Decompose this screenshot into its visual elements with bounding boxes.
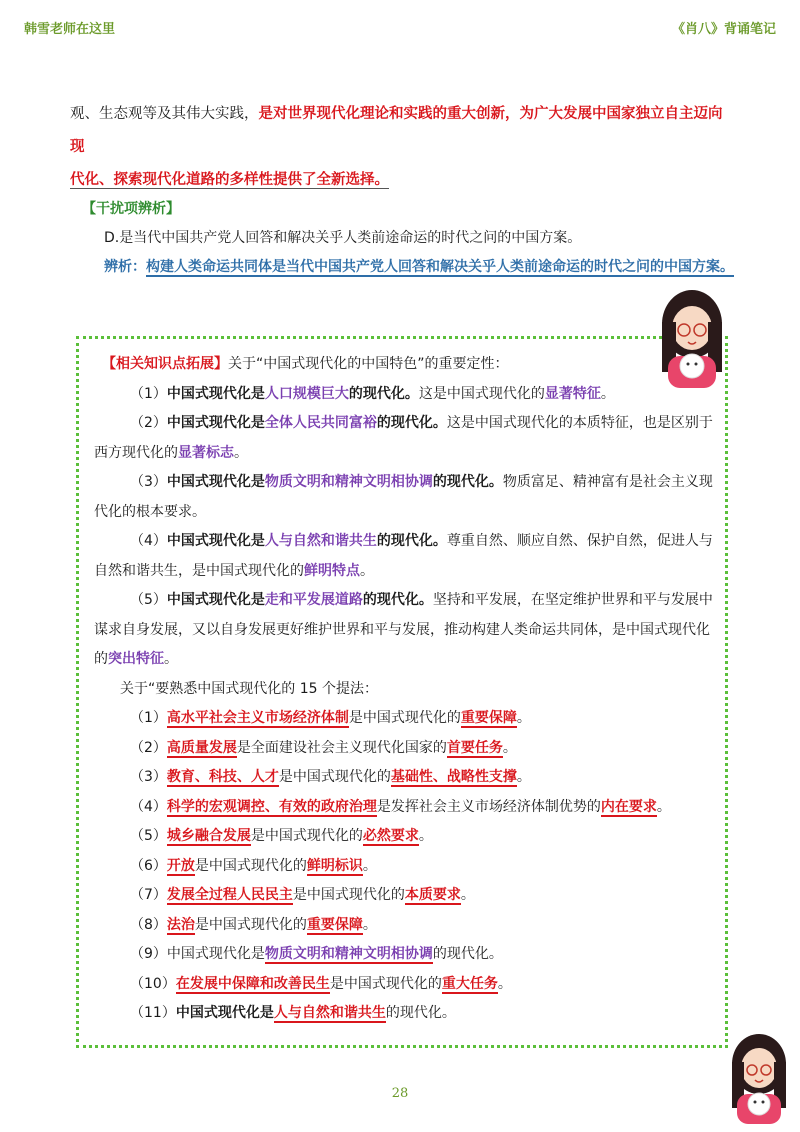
list-key2: 本质要求 (404, 887, 461, 903)
page-header (24, 18, 776, 40)
list-key2: 物质文明和精神文明相协调 (264, 946, 433, 962)
list-number: （3） (130, 769, 167, 785)
item-key2: 突出特征 (108, 651, 164, 667)
list-mid: 是中国式现代化的 (278, 769, 391, 785)
feature-item (94, 380, 714, 410)
intro-highlight-1: 是对世界现代化理论和实践的重大创新，为广大发展中国家独立自主迈向现 (70, 106, 723, 155)
item-key: 走和平发展道路 (264, 592, 363, 608)
item-number: （3） (130, 474, 167, 490)
item-mid: 的现代化。 (432, 474, 503, 490)
item-rest: 尊重自然、顺应自然、保护自然，促进人与自然和谐共生，是中国式现代化的 (94, 533, 713, 579)
item-lead: 中国式现代化是 (166, 533, 265, 549)
item-key2: 显著特征 (544, 385, 601, 402)
distractor-tag: 【干扰项辨析】 (82, 201, 180, 217)
list-number: （6） (130, 857, 167, 874)
list-mid: 是中国式现代化的 (292, 887, 405, 903)
list-item (94, 940, 714, 970)
list-end: 。 (502, 739, 517, 756)
item-number: （1） (130, 385, 167, 402)
list-key2: 内在要求 (600, 798, 657, 815)
item-number: （4） (130, 533, 167, 549)
list-key2: 重要保障 (460, 710, 517, 726)
item-lead: 中国式现代化是 (166, 592, 265, 608)
analysis-label: 辨析： (104, 259, 146, 275)
list-number: （4） (130, 798, 167, 815)
list-key: 城乡融合发展 (166, 828, 251, 844)
list-end: 。 (418, 828, 433, 844)
expansion-tag: 【相关知识点拓展】 (102, 356, 228, 372)
option-d-text: D.是当代中国共产党人回答和解决关乎人类前途命运的时代之问的中国方案。 (104, 230, 582, 246)
item-end: 。 (164, 651, 178, 667)
analysis-text: 构建人类命运共同体是当代中国共产党人回答和解决关乎人类前途命运的时代之问的中国方案。 (146, 259, 734, 275)
list-number: （9） (130, 946, 167, 962)
list-end: 。 (656, 798, 671, 815)
item-end: 。 (360, 562, 374, 579)
list-intro: 关于“要熟悉中国式现代化的 15 个提法： (120, 680, 378, 697)
item-key2: 显著标志 (178, 444, 234, 461)
feature-item (94, 527, 714, 586)
list-mid: 是中国式现代化的 (329, 975, 442, 992)
item-end: 。 (600, 385, 615, 402)
list-number: （2） (130, 739, 167, 756)
list-number: （5） (130, 828, 167, 844)
item-rest: 这是中国式现代化的 (418, 385, 545, 402)
list-item (94, 763, 714, 793)
list-mid: 是中国式现代化的 (194, 857, 307, 874)
list-number: （11） (130, 1005, 176, 1021)
page-number: 28 (391, 1086, 409, 1101)
list-item (94, 793, 714, 823)
item-number: （2） (130, 415, 167, 431)
feature-item (94, 468, 714, 527)
intro-highlight-2: 代化、探索现代化道路的多样性提供了全新选择。 (70, 172, 389, 188)
item-mid: 的现代化。 (376, 415, 447, 431)
item-mid: 的现代化。 (348, 385, 419, 402)
list-key2: 重要保障 (306, 916, 363, 933)
item-lead: 中国式现代化是 (166, 474, 265, 490)
list-end: 。 (516, 710, 531, 726)
list-key2: 基础性、战略性支撑 (390, 769, 517, 785)
list-key: 教育、科技、人才 (166, 769, 279, 785)
item-rest: 物质富足、精神富有是社会主义现代化的根本要求。 (94, 474, 713, 520)
list-key: 发展全过程人民民主 (166, 887, 293, 903)
list-key2: 必然要求 (362, 828, 419, 844)
list-item (94, 970, 714, 1000)
list-key: 高质量发展 (166, 739, 237, 756)
feature-item (94, 409, 714, 468)
list-mid: 是中国式现代化的 (348, 710, 461, 726)
list-key: 科学的宏观调控、有效的政府治理 (166, 798, 377, 815)
list-mid: 中国式现代化是 (175, 1005, 274, 1021)
item-rest: 坚持和平发展，在坚定维护世界和平与发展中谋求自身发展，又以自身发展更好维护世界和平与发展，推动构建人类命运共同体，是中国式现代化的 (94, 592, 713, 667)
analysis-line (104, 256, 734, 276)
item-key: 人与自然和谐共生 (264, 533, 377, 549)
list-mid: 中国式现代化是 (166, 946, 265, 962)
knowledge-box-content (94, 350, 714, 1029)
list-number: （7） (130, 887, 167, 903)
list-item (94, 734, 714, 764)
list-mid: 是中国式现代化的 (194, 916, 307, 933)
expansion-heading (94, 350, 714, 380)
list-key: 法治 (166, 916, 195, 933)
list-end: 。 (362, 916, 377, 933)
list-item (94, 704, 714, 734)
list-number: （8） (130, 916, 167, 933)
item-number: （5） (130, 592, 167, 608)
item-key: 全体人民共同富裕 (264, 415, 377, 431)
item-rest: 这是中国式现代化的本质特征，也是区别于西方现代化的 (94, 415, 713, 461)
item-end: 。 (234, 444, 248, 461)
list-end: 。 (497, 975, 512, 992)
feature-item (94, 586, 714, 675)
list-end: 。 (516, 769, 531, 785)
list-key: 高水平社会主义市场经济体制 (166, 710, 349, 726)
item-mid: 的现代化。 (362, 592, 433, 608)
list-end: 。 (460, 887, 475, 903)
item-mid: 的现代化。 (376, 533, 447, 549)
list-key2: 重大任务 (441, 975, 498, 992)
teacher-avatar-icon (722, 1026, 796, 1126)
list-key2: 人与自然和谐共生 (273, 1005, 386, 1021)
intro-plain-text: 观、生态观等及其伟大实践， (70, 106, 259, 122)
expansion-intro: 关于“中国式现代化的中国特色”的重要定性： (228, 356, 509, 372)
list-item (94, 852, 714, 882)
item-key: 人口规模巨大 (264, 385, 349, 402)
teacher-avatar-icon (650, 282, 734, 390)
list-end: 的现代化。 (385, 1005, 456, 1021)
list-end: 。 (362, 857, 377, 874)
header-book-title: 《肖八》背诵笔记 (671, 22, 776, 37)
list-item (94, 911, 714, 941)
list-key2: 鲜明标识 (306, 857, 363, 874)
list-item (94, 822, 714, 852)
list-mid: 是发挥社会主义市场经济体制优势的 (376, 798, 601, 815)
item-lead: 中国式现代化是 (166, 415, 265, 431)
item-lead: 中国式现代化是 (166, 385, 265, 402)
intro-paragraph (70, 98, 730, 197)
item-key2: 鲜明特点 (304, 562, 360, 579)
header-author: 韩雪老师在这里 (24, 22, 116, 37)
item-key: 物质文明和精神文明相协调 (264, 474, 433, 490)
list-number: （1） (130, 710, 167, 726)
list-key: 开放 (166, 857, 195, 874)
list-mid: 是中国式现代化的 (250, 828, 363, 844)
list-mid: 是全面建设社会主义现代化国家的 (236, 739, 447, 756)
list-item (94, 881, 714, 911)
list-end: 的现代化。 (432, 946, 503, 962)
list-item (94, 999, 714, 1029)
list-number: （10） (130, 975, 176, 992)
list-key: 在发展中保障和改善民生 (175, 975, 330, 992)
list-key2: 首要任务 (446, 739, 503, 756)
